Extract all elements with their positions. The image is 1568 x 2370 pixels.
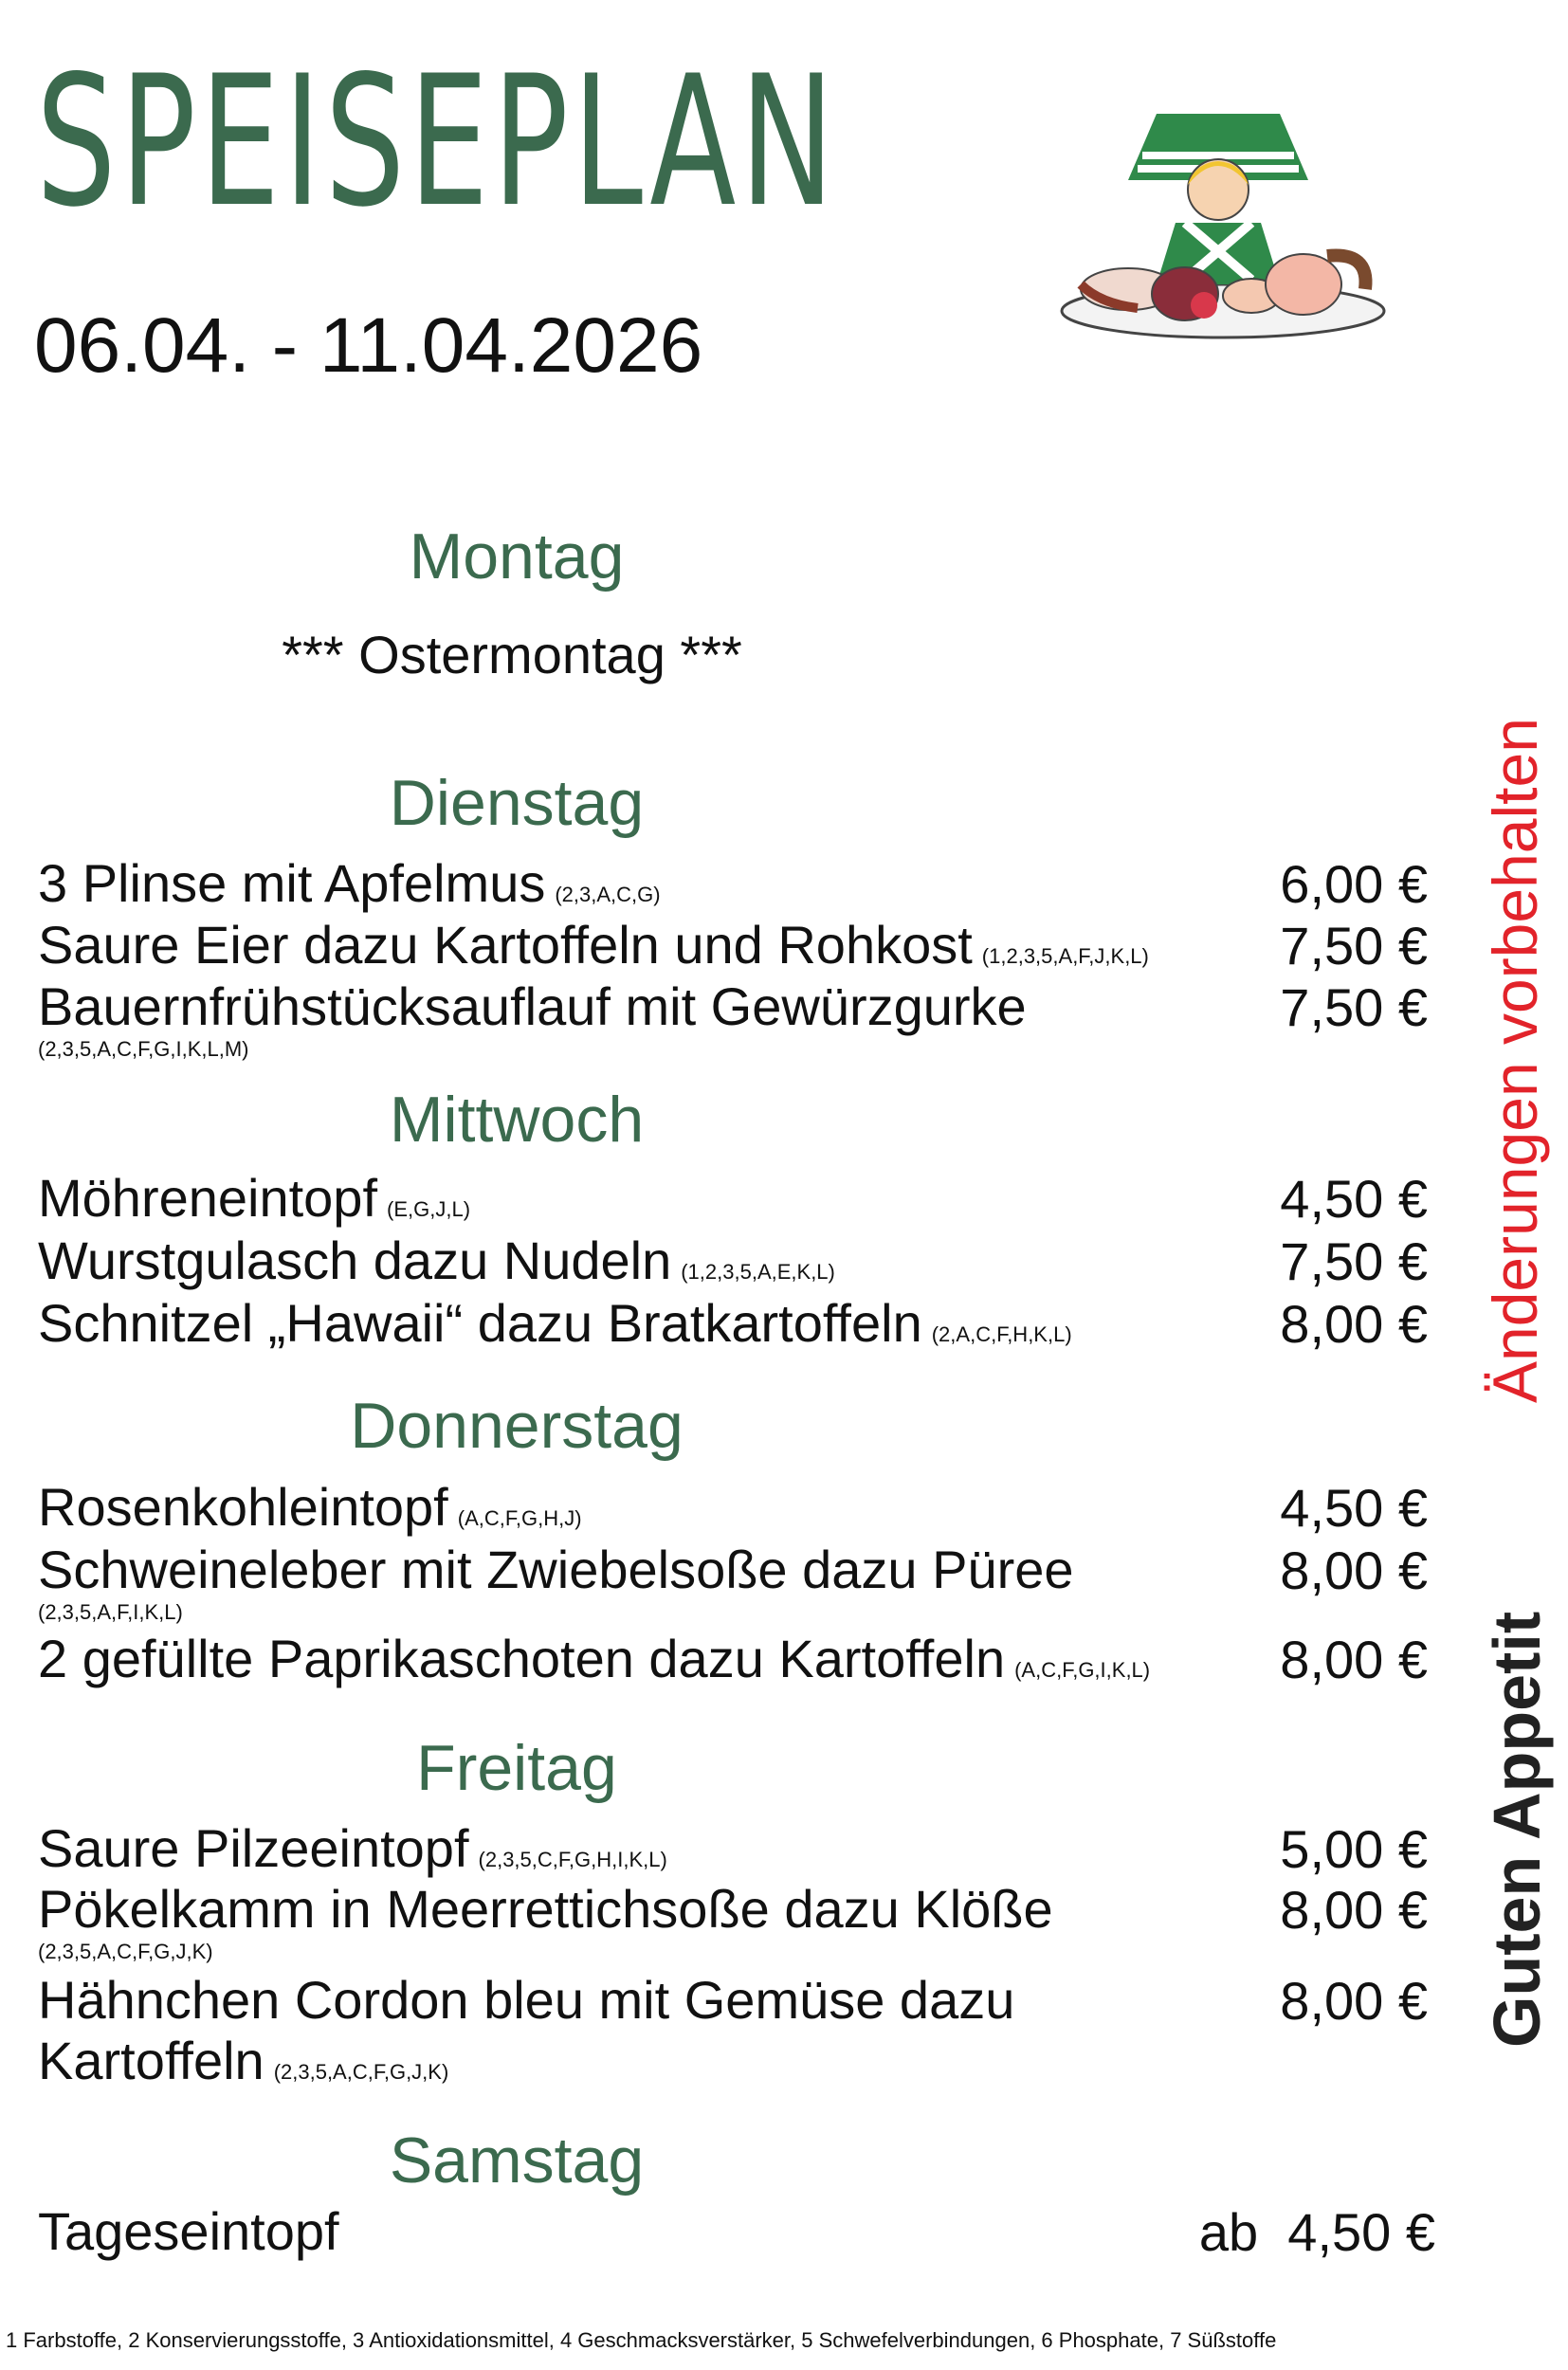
- menu-item: Wurstgulasch dazu Nudeln (1,2,3,5,A,E,K,L): [38, 1231, 835, 1290]
- menu-item: 2 gefüllte Paprikaschoten dazu Kartoffeln (A,C,F,G,I,K,L): [38, 1629, 1151, 1688]
- menu-price: 8,00 €: [1280, 1540, 1428, 1600]
- changes-reserved-note: Änderungen vorbehalten: [1480, 718, 1550, 1403]
- day-heading-samstag: Samstag: [389, 2124, 645, 2197]
- butcher-mascot-illustration: [1043, 95, 1403, 351]
- menu-item: Pökelkamm in Meerrettichsoße dazu Klöße (2,3,5,A,C,F,G,J,K): [38, 1879, 1053, 1964]
- menu-item: Saure Pilzeeintopf (2,3,5,C,F,G,H,I,K,L): [38, 1818, 667, 1878]
- menu-price: 5,00 €: [1280, 1819, 1428, 1879]
- holiday-note: *** Ostermontag ***: [282, 625, 742, 684]
- menu-item: 3 Plinse mit Apfelmus (2,3,A,C,G): [38, 853, 661, 913]
- day-heading-montag: Montag: [409, 520, 625, 592]
- day-heading-mittwoch: Mittwoch: [389, 1084, 645, 1156]
- menu-price: 4,50 €: [1280, 1478, 1428, 1538]
- menu-item: Hähnchen Cordon bleu mit Gemüse dazu: [38, 1970, 1015, 2030]
- menu-item: Schweineleber mit Zwiebelsoße dazu Püree (2,3,5,A,F,I,K,L): [38, 1540, 1074, 1625]
- menu-price: 8,00 €: [1280, 1630, 1428, 1689]
- day-heading-dienstag: Dienstag: [389, 767, 645, 839]
- menu-item: Möhreneintopf (E,G,J,L): [38, 1168, 471, 1228]
- menu-price: 7,50 €: [1280, 977, 1428, 1037]
- menu-item-continued: Kartoffeln (2,3,5,A,C,F,G,J,K): [38, 2031, 449, 2090]
- menu-price: 7,50 €: [1280, 1231, 1428, 1291]
- menu-item: Schnitzel „Hawaii“ dazu Bratkartoffeln (2,A,C,F,H,K,L): [38, 1293, 1072, 1353]
- page-title: SPEISEPLAN: [36, 37, 839, 246]
- day-heading-freitag: Freitag: [416, 1732, 617, 1804]
- menu-item: Rosenkohleintopf (A,C,F,G,H,J): [38, 1477, 582, 1537]
- menu-item: Bauernfrühstücksauflauf mit Gewürzgurke (2,3,5,A,C,F,G,I,K,L,M): [38, 976, 1027, 1062]
- menu-price: 6,00 €: [1280, 854, 1428, 914]
- menu-price: 8,00 €: [1280, 1880, 1428, 1940]
- menu-price: 8,00 €: [1280, 1294, 1428, 1354]
- menu-price: 8,00 €: [1280, 1971, 1428, 2031]
- menu-price: 4,50 €: [1280, 1169, 1428, 1229]
- menu-price: ab 4,50 €: [1198, 2202, 1435, 2262]
- menu-item: Saure Eier dazu Kartoffeln und Rohkost (1,2,3,5,A,F,J,K,L): [38, 915, 1149, 975]
- guten-appetit-label: Guten Appetit: [1480, 1611, 1554, 2048]
- date-range: 06.04. - 11.04.2026: [34, 302, 703, 389]
- menu-price: 7,50 €: [1280, 916, 1428, 975]
- menu-item: Tageseintopf: [38, 2201, 339, 2261]
- additives-legend: 1 Farbstoffe, 2 Konservierungsstoffe, 3 Antioxidationsmittel, 4 Geschmacksverstärker, 5 Schwefelverbindungen, 6 Phosphate, 7 Süßstoffe: [6, 2328, 1277, 2352]
- day-heading-donnerstag: Donnerstag: [350, 1390, 684, 1462]
